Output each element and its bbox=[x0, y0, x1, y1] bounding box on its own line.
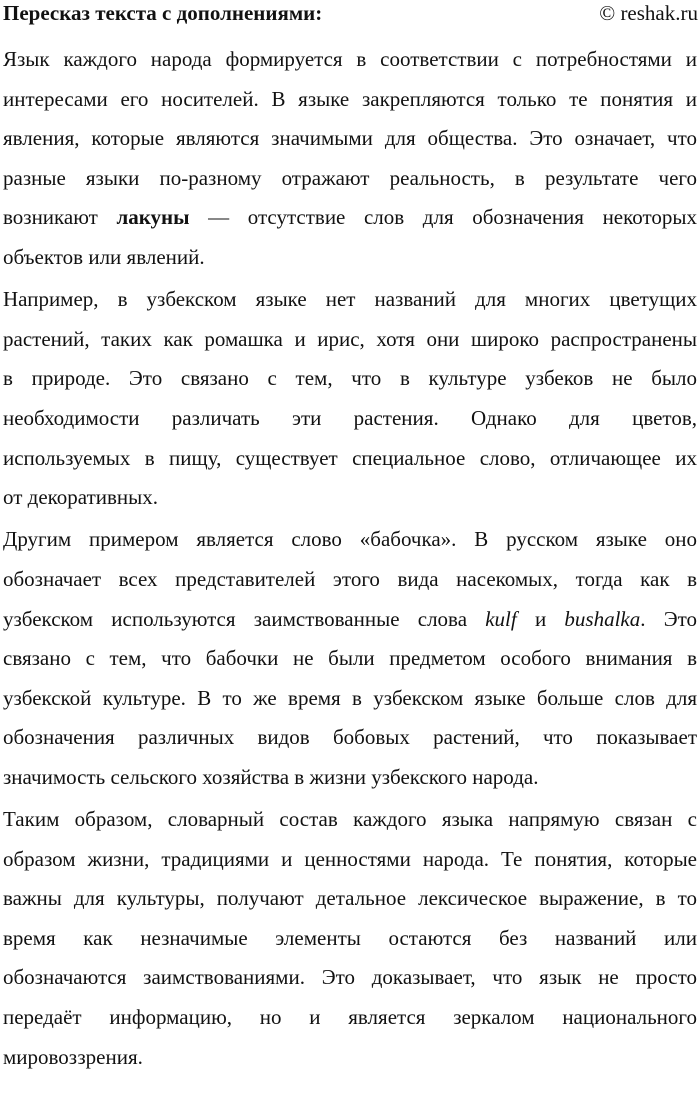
italic-term: bushalka bbox=[564, 606, 641, 631]
text-line bbox=[3, 159, 697, 199]
text-line bbox=[3, 478, 697, 518]
italic-term: kulf bbox=[485, 606, 517, 631]
text-line bbox=[3, 520, 697, 560]
text-line bbox=[3, 40, 697, 80]
text-run: значимость сельского хозяйства в жизни узбекского народа. bbox=[3, 764, 539, 789]
text-run: — отсутствие слов для обозначения некоторых bbox=[189, 205, 697, 230]
text-line bbox=[3, 758, 697, 798]
text-run: обозначаются заимствованиями. Это доказывает, что язык не просто bbox=[3, 965, 697, 990]
text-run: интересами его носителей. В языке закрепляются только те понятия и bbox=[3, 86, 697, 111]
text-line bbox=[3, 80, 697, 120]
text-line bbox=[3, 600, 697, 640]
text-run: необходимости различать эти растения. Однако для цветов, bbox=[3, 405, 697, 430]
text-line bbox=[3, 958, 697, 998]
text-run: Например, в узбекском языке нет названий для многих цветущих bbox=[3, 287, 697, 312]
text-run: обозначения различных видов бобовых растений, что показывает bbox=[3, 725, 697, 750]
paragraph bbox=[3, 280, 697, 518]
text-run: возникают bbox=[3, 205, 117, 230]
text-run: узбекском используются заимствованные слова bbox=[3, 606, 486, 631]
text-line bbox=[3, 119, 697, 159]
text-run: мировоззрения. bbox=[3, 1044, 143, 1069]
text-run: в природе. Это связано с тем, что в культуре узбеков не было bbox=[3, 366, 697, 391]
text-line bbox=[3, 679, 697, 719]
text-run: связано с тем, что бабочки не были предметом особого внимания в bbox=[3, 646, 697, 671]
text-run: явления, которые являются значимыми для общества. Это означает, что bbox=[3, 126, 697, 151]
text-run: Другим примером является слово «бабочка». В русском языке оно bbox=[3, 527, 697, 552]
page-header bbox=[0, 0, 700, 26]
text-run: используемых в пищу, существует специальное слово, отличающее их bbox=[3, 445, 697, 470]
paragraph bbox=[3, 40, 697, 278]
text-line bbox=[3, 639, 697, 679]
text-line bbox=[3, 280, 697, 320]
text-run: образом жизни, традициями и ценностями народа. Те понятия, которые bbox=[3, 846, 697, 871]
text-run: и bbox=[516, 606, 565, 631]
text-run: узбекской культуре. В то же время в узбекском языке больше слов для bbox=[3, 685, 697, 710]
text-run: Таким образом, словарный состав каждого языка напрямую связан с bbox=[3, 807, 697, 832]
text-line bbox=[3, 919, 697, 959]
text-line bbox=[3, 320, 697, 360]
text-line bbox=[3, 840, 697, 880]
text-run: разные языки по-разному отражают реальность, в результате чего bbox=[3, 165, 697, 190]
text-run: обозначает всех представителей этого вида насекомых, тогда как в bbox=[3, 566, 697, 591]
paragraph bbox=[3, 520, 697, 797]
text-run: передаёт информацию, но и является зеркалом национального bbox=[3, 1005, 697, 1030]
text-run: растений, таких как ромашка и ирис, хотя они широко распространены bbox=[3, 326, 697, 351]
text-line bbox=[3, 198, 697, 238]
text-run: важны для культуры, получают детальное лексическое выражение, в то bbox=[3, 886, 697, 911]
text-run: объектов или явлений. bbox=[3, 244, 205, 269]
text-line bbox=[3, 718, 697, 758]
text-line bbox=[3, 879, 697, 919]
text-run: от декоративных. bbox=[3, 485, 158, 510]
text-line bbox=[3, 238, 697, 278]
text-run: время как незначимые элементы остаются без названий или bbox=[3, 925, 697, 950]
bold-term: лакуны bbox=[116, 205, 190, 230]
text-line bbox=[3, 800, 697, 840]
text-line bbox=[3, 560, 697, 600]
text-line bbox=[3, 399, 697, 439]
text-run: . Это bbox=[640, 606, 697, 631]
text-line bbox=[3, 439, 697, 479]
site-credit: © reshak.ru bbox=[599, 0, 698, 25]
text-line bbox=[3, 1038, 697, 1078]
page-title: Пересказ текста с дополнениями: bbox=[3, 0, 323, 25]
text-line bbox=[3, 359, 697, 399]
paragraph bbox=[3, 800, 697, 1077]
text-run: Язык каждого народа формируется в соответствии с потребностями и bbox=[3, 47, 697, 71]
document-body bbox=[0, 40, 700, 1077]
text-line bbox=[3, 998, 697, 1038]
